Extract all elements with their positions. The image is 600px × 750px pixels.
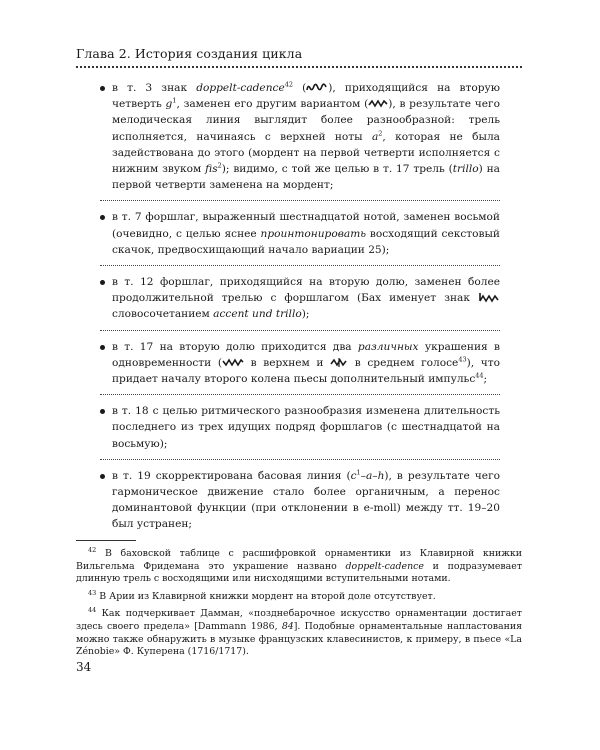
footnotes — [76, 545, 522, 664]
list-item: в т. 18 с целью ритмического разнообразия изменена длительность последнего из трех идущих подряд форшлагов (с шестнадцатой на восьмую); — [100, 403, 500, 456]
header-divider — [76, 66, 522, 68]
accent-trill-icon — [478, 292, 500, 303]
footnote-rule — [76, 540, 136, 541]
item-divider — [100, 330, 500, 331]
item-divider — [100, 394, 500, 395]
list-item: в т. 19 скорректирована басовая линия $(c^1-a-h)$, в результате чего гармоническое движение стало более органичным, а перенос доминантовой функции (при отклонении в e-moll) между тт. 19–20 был устранен; — [100, 468, 500, 537]
footnote: $^{43}$ В Арии из Клавирной книжки мордент на второй доле отсутствует. — [88, 588, 436, 602]
list-item: в т. 12 форшлаг, приходящийся на вторую долю, заменен более продолжительной трелью с форшлагом (Бах именует знак словосочетанием accent und trillo); — [100, 274, 500, 327]
page-number: 34 — [76, 660, 92, 674]
upper-voice-ornament-icon — [222, 357, 244, 368]
list-item: в т. 7 форшлаг, выраженный шестнадцатой нотой, заменен восьмой (очевидно, с целью яснее проинтонировать восходящий секстовый скачок, предвосхищающий начало вариации 25); — [100, 209, 500, 262]
item-divider — [100, 265, 500, 266]
bullet-icon — [100, 280, 105, 285]
middle-voice-mordent-icon — [330, 357, 348, 368]
bullet-icon — [100, 474, 105, 479]
bullet-icon — [100, 215, 105, 220]
running-header: Глава 2. История создания цикла — [76, 46, 303, 61]
doppelt-cadence-icon — [306, 82, 328, 93]
changes-list — [100, 80, 500, 537]
item-divider — [100, 459, 500, 460]
item-divider — [100, 200, 500, 201]
bullet-icon — [100, 409, 105, 414]
list-item: в т. 17 на вторую долю приходится два различных украшения в одновременности ( в верхнем и в среднем голосе$^{43}$), что придает началу второго колена пьесы дополнительный импульс$^{44}$; — [100, 339, 500, 392]
list-item: в т. 3 знак doppelt-cadence$^{42}$ ( ), приходящийся на вторую четверть $g^1$, заменен его другим вариантом ( ), в результате чего мелодическая линия выглядит более разнообразной: трель исполняется, начинаясь с верхней ноты $a^2$, которая не была задействована до этого (мордент на первой четверти исполняется с нижним звуком fis$^2$); видимо, с той же целью в т. 17 трель (trillo) на первой четверти заменена на мордент; — [100, 80, 500, 197]
bullet-icon — [100, 86, 105, 91]
bullet-icon — [100, 345, 105, 350]
trill-variant-icon — [368, 98, 388, 109]
footnote: $^{42}$ В баховской таблице с расшифровкой орнаментики из Клавирной книжки Вильгельма Фридемана это украшение названо doppelt-cadence и подразумевает длинную трель с восходящими или нисходящими вступительными нотами. — [76, 545, 522, 585]
footnote: $^{44}$ Как подчеркивает Дамман, «позднебарочное искусство орнаментации достигает здесь своего предела» [Dammann 1986, 84]. Подобные орнаментальные напластования можно также обнаружить в музыке французских клавесинистов, к примеру, в пьесе «La Zénobie» Ф. Куперена (1716/1717). — [76, 606, 522, 658]
